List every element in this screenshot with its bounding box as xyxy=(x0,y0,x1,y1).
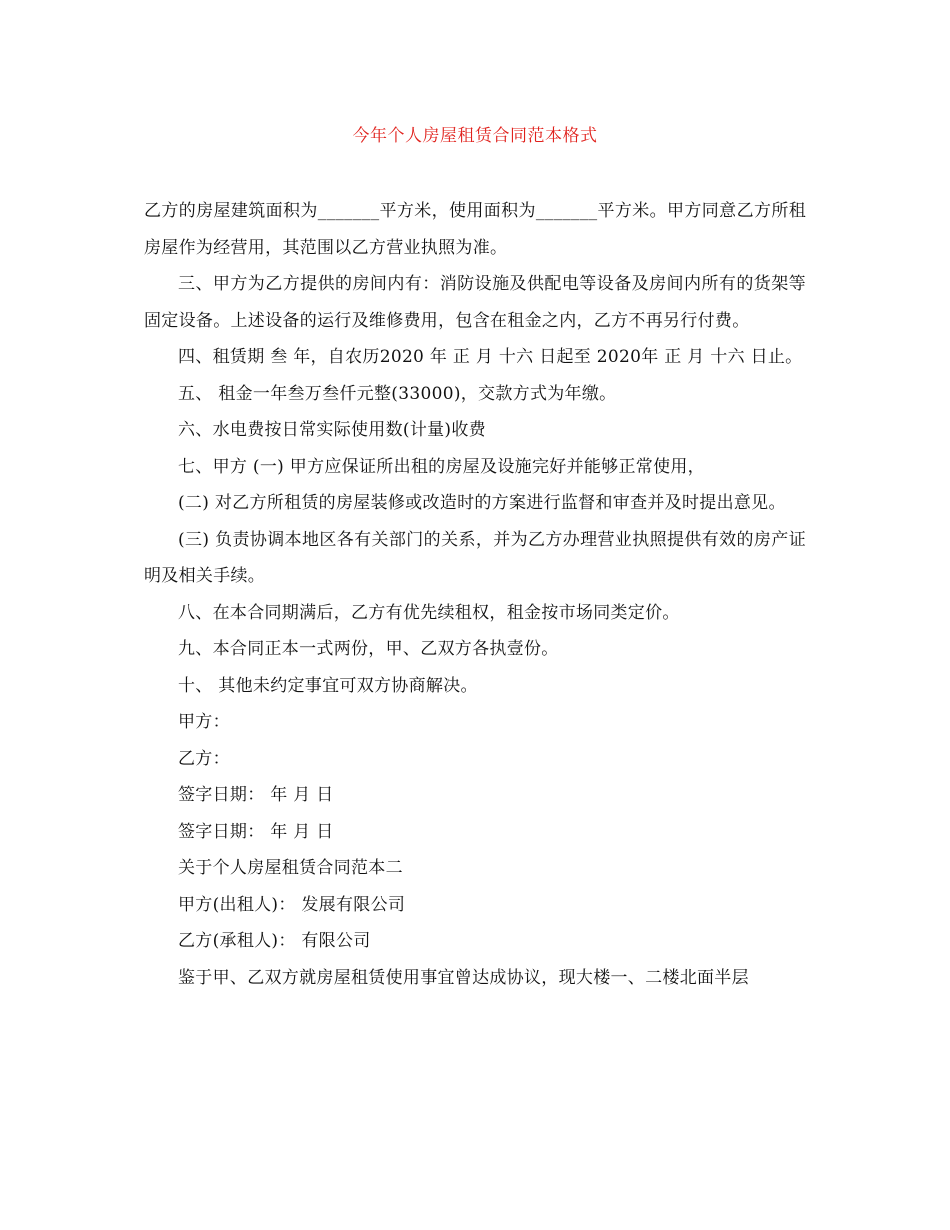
document-title: 今年个人房屋租赁合同范本格式 xyxy=(352,126,598,146)
paragraph: 六、水电费按日常实际使用数(计量)收费 xyxy=(178,420,486,440)
paragraph: (三) 负责协调本地区各有关部门的关系，并为乙方办理营业执照提供有效的房产证明及相关手续。 xyxy=(144,529,806,586)
paragraph: 乙方的房屋建筑面积为_______平方米，使用面积为_______平方米。甲方同意乙方所租房屋作为经营用，其范围以乙方营业执照为准。 xyxy=(144,201,806,258)
paragraph: 签字日期： 年 月 日 xyxy=(178,821,334,842)
paragraph: 十、 其他未约定事宜可双方协商解决。 xyxy=(178,675,478,696)
paragraph: 乙方(承租人)： 有限公司 xyxy=(178,931,371,951)
paragraph: 鉴于甲、乙双方就房屋租赁使用事宜曾达成协议，现大楼一、二楼北面半层 xyxy=(178,967,749,988)
paragraph: 三、甲方为乙方提供的房间内有：消防设施及供配电等设备及房间内所有的货架等固定设备。上述设备的运行及维修费用，包含在租金之内，乙方不再另行付费。 xyxy=(144,274,806,331)
paragraph: 四、租赁期 叁 年，自农历2020 年 正 月 十六 日起至 2020年 正 月 十六 日止。 xyxy=(178,347,803,367)
paragraph: 签字日期： 年 月 日 xyxy=(178,785,334,805)
paragraph: 七、甲方 (一) 甲方应保证所出租的房屋及设施完好并能够正常使用， xyxy=(178,456,705,477)
paragraph: 关于个人房屋租赁合同范本二 xyxy=(178,858,403,878)
paragraph: 甲方： xyxy=(178,712,230,732)
paragraph: 甲方(出租人)： 发展有限公司 xyxy=(178,894,406,915)
paragraph: 九、本合同正本一式两份，甲、乙双方各执壹份。 xyxy=(178,639,559,659)
paragraph: 八、在本合同期满后，乙方有优先续租权，租金按市场同类定价。 xyxy=(178,602,680,623)
paragraph: (二) 对乙方所租赁的房屋装修或改造时的方案进行监督和审查并及时提出意见。 xyxy=(178,493,786,513)
paragraph: 五、 租金一年叁万叁仟元整(33000)，交款方式为年缴。 xyxy=(178,383,617,404)
paragraph: 乙方： xyxy=(178,748,230,769)
document-body xyxy=(144,193,806,996)
